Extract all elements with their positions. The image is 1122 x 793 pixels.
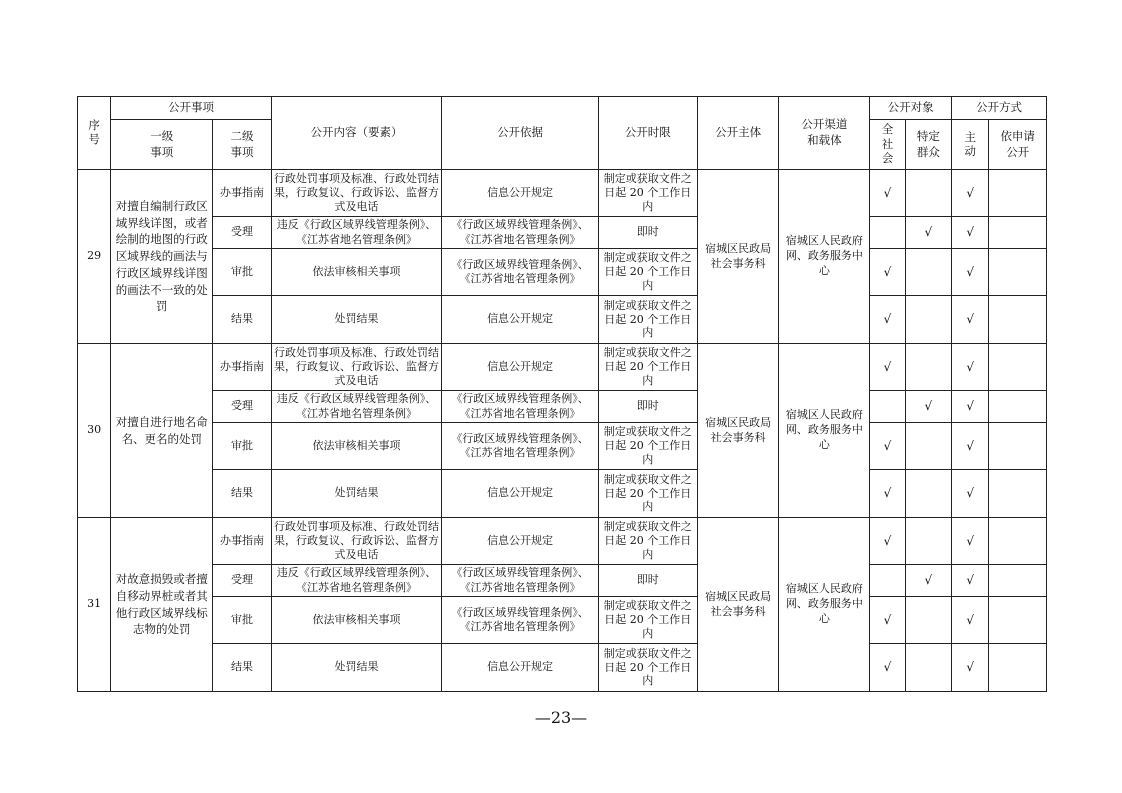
check-active: √ <box>952 391 989 423</box>
basis-cell: 《行政区域界线管理条例》、《江苏省地名管理条例》 <box>442 249 598 296</box>
timing-cell: 即时 <box>598 391 697 423</box>
table-row <box>78 344 1047 391</box>
content-cell: 行政处罚事项及标准、行政处罚结果，行政复议、行政诉讼、监督方式及电话 <box>271 170 442 217</box>
check-request <box>989 391 1047 423</box>
timing-cell: 即时 <box>598 217 697 249</box>
table-header <box>78 97 1047 170</box>
check-active: √ <box>952 597 989 644</box>
timing-cell: 制定或获取文件之日起 20 个工作日内 <box>598 644 697 692</box>
check-group <box>905 597 951 644</box>
table-row <box>78 170 1047 217</box>
channel-cell: 宿城区人民政府网、政务服务中心 <box>779 518 870 692</box>
basis-cell: 《行政区域界线管理条例》、《江苏省地名管理条例》 <box>442 391 598 423</box>
check-active: √ <box>952 344 989 391</box>
level2-item: 办事指南 <box>213 518 272 565</box>
check-all: √ <box>870 344 905 391</box>
content-cell: 处罚结果 <box>271 644 442 692</box>
header-target-all: 全社会 <box>870 120 905 170</box>
check-active: √ <box>952 296 989 344</box>
check-request <box>989 217 1047 249</box>
content-cell: 违反《行政区域界线管理条例》、《江苏省地名管理条例》 <box>271 565 442 597</box>
table-row <box>78 217 1047 249</box>
timing-cell: 制定或获取文件之日起 20 个工作日内 <box>598 249 697 296</box>
disclosure-table <box>77 96 1047 692</box>
header-method-active: 主动 <box>952 120 989 170</box>
basis-cell: 《行政区域界线管理条例》、《江苏省地名管理条例》 <box>442 423 598 470</box>
content-cell: 依法审核相关事项 <box>271 249 442 296</box>
check-request <box>989 470 1047 518</box>
check-all: √ <box>870 423 905 470</box>
check-group <box>905 644 951 692</box>
header-basis: 公开依据 <box>442 97 598 170</box>
table-body <box>78 170 1047 692</box>
header-channel: 公开渠道和载体 <box>779 97 870 170</box>
check-all: √ <box>870 470 905 518</box>
header-public-items: 公开事项 <box>111 97 271 120</box>
check-all <box>870 391 905 423</box>
timing-cell: 即时 <box>598 565 697 597</box>
level2-item: 受理 <box>213 217 272 249</box>
check-group: √ <box>905 217 951 249</box>
check-active: √ <box>952 170 989 217</box>
check-active: √ <box>952 423 989 470</box>
level1-item: 对擅自编制行政区域界线详图，或者绘制的地图的行政区域界线的画法与行政区域界线详图的画法不一致的处罚 <box>111 170 213 344</box>
seq-cell: 31 <box>78 518 111 692</box>
basis-cell: 信息公开规定 <box>442 470 598 518</box>
header-level1: 一级事项 <box>111 120 213 170</box>
check-group <box>905 344 951 391</box>
check-request <box>989 518 1047 565</box>
timing-cell: 制定或获取文件之日起 20 个工作日内 <box>598 344 697 391</box>
check-all <box>870 565 905 597</box>
check-all: √ <box>870 518 905 565</box>
basis-cell: 信息公开规定 <box>442 518 598 565</box>
check-request <box>989 597 1047 644</box>
content-cell: 行政处罚事项及标准、行政处罚结果，行政复议、行政诉讼、监督方式及电话 <box>271 344 442 391</box>
level2-item: 审批 <box>213 597 272 644</box>
check-request <box>989 249 1047 296</box>
header-target: 公开对象 <box>870 97 952 120</box>
basis-cell: 信息公开规定 <box>442 170 598 217</box>
check-active: √ <box>952 518 989 565</box>
level1-item: 对故意损毁或者擅自移动界桩或者其他行政区域界线标志物的处罚 <box>111 518 213 692</box>
check-active: √ <box>952 644 989 692</box>
table-row <box>78 518 1047 565</box>
check-all: √ <box>870 170 905 217</box>
basis-cell: 信息公开规定 <box>442 644 598 692</box>
content-cell: 违反《行政区域界线管理条例》、《江苏省地名管理条例》 <box>271 391 442 423</box>
level2-item: 结果 <box>213 296 272 344</box>
level2-item: 审批 <box>213 249 272 296</box>
check-request <box>989 296 1047 344</box>
table-row <box>78 565 1047 597</box>
header-content: 公开内容（要素） <box>271 97 442 170</box>
level2-item: 受理 <box>213 565 272 597</box>
check-group <box>905 296 951 344</box>
timing-cell: 制定或获取文件之日起 20 个工作日内 <box>598 597 697 644</box>
header-level2: 二级事项 <box>213 120 272 170</box>
channel-cell: 宿城区人民政府网、政务服务中心 <box>779 344 870 518</box>
basis-cell: 信息公开规定 <box>442 296 598 344</box>
content-cell: 违反《行政区域界线管理条例》、《江苏省地名管理条例》 <box>271 217 442 249</box>
content-cell: 行政处罚事项及标准、行政处罚结果，行政复议、行政诉讼、监督方式及电话 <box>271 518 442 565</box>
table-row <box>78 597 1047 644</box>
check-active: √ <box>952 217 989 249</box>
check-group <box>905 170 951 217</box>
check-group <box>905 249 951 296</box>
subject-cell: 宿城区民政局社会事务科 <box>697 170 779 344</box>
header-method-request: 依申请公开 <box>989 120 1047 170</box>
check-group: √ <box>905 391 951 423</box>
level2-item: 结果 <box>213 470 272 518</box>
level2-item: 受理 <box>213 391 272 423</box>
check-group <box>905 470 951 518</box>
check-request <box>989 644 1047 692</box>
level2-item: 办事指南 <box>213 344 272 391</box>
header-seq: 序号 <box>78 97 111 170</box>
check-active: √ <box>952 249 989 296</box>
level1-item: 对擅自进行地名命名、更名的处罚 <box>111 344 213 518</box>
check-all: √ <box>870 249 905 296</box>
check-all: √ <box>870 644 905 692</box>
table-row <box>78 470 1047 518</box>
channel-cell: 宿城区人民政府网、政务服务中心 <box>779 170 870 344</box>
table-row <box>78 423 1047 470</box>
seq-cell: 29 <box>78 170 111 344</box>
basis-cell: 《行政区域界线管理条例》、《江苏省地名管理条例》 <box>442 597 598 644</box>
subject-cell: 宿城区民政局社会事务科 <box>697 344 779 518</box>
level2-item: 结果 <box>213 644 272 692</box>
header-target-group: 特定群众 <box>905 120 951 170</box>
check-active: √ <box>952 470 989 518</box>
content-cell: 处罚结果 <box>271 470 442 518</box>
check-active: √ <box>952 565 989 597</box>
check-request <box>989 344 1047 391</box>
check-request <box>989 170 1047 217</box>
check-request <box>989 565 1047 597</box>
table-row <box>78 296 1047 344</box>
header-method: 公开方式 <box>952 97 1047 120</box>
timing-cell: 制定或获取文件之日起 20 个工作日内 <box>598 296 697 344</box>
level2-item: 办事指南 <box>213 170 272 217</box>
table-row <box>78 391 1047 423</box>
check-group <box>905 423 951 470</box>
check-all <box>870 217 905 249</box>
check-all: √ <box>870 597 905 644</box>
timing-cell: 制定或获取文件之日起 20 个工作日内 <box>598 170 697 217</box>
seq-cell: 30 <box>78 344 111 518</box>
header-subject: 公开主体 <box>697 97 779 170</box>
timing-cell: 制定或获取文件之日起 20 个工作日内 <box>598 518 697 565</box>
content-cell: 依法审核相关事项 <box>271 423 442 470</box>
level2-item: 审批 <box>213 423 272 470</box>
check-group <box>905 518 951 565</box>
subject-cell: 宿城区民政局社会事务科 <box>697 518 779 692</box>
content-cell: 处罚结果 <box>271 296 442 344</box>
timing-cell: 制定或获取文件之日起 20 个工作日内 <box>598 470 697 518</box>
table-row <box>78 644 1047 692</box>
basis-cell: 《行政区域界线管理条例》、《江苏省地名管理条例》 <box>442 565 598 597</box>
check-request <box>989 423 1047 470</box>
basis-cell: 信息公开规定 <box>442 344 598 391</box>
check-group: √ <box>905 565 951 597</box>
check-all: √ <box>870 296 905 344</box>
table-row <box>78 249 1047 296</box>
page-number: —23— <box>534 708 588 727</box>
header-timing: 公开时限 <box>598 97 697 170</box>
content-cell: 依法审核相关事项 <box>271 597 442 644</box>
timing-cell: 制定或获取文件之日起 20 个工作日内 <box>598 423 697 470</box>
basis-cell: 《行政区域界线管理条例》、《江苏省地名管理条例》 <box>442 217 598 249</box>
